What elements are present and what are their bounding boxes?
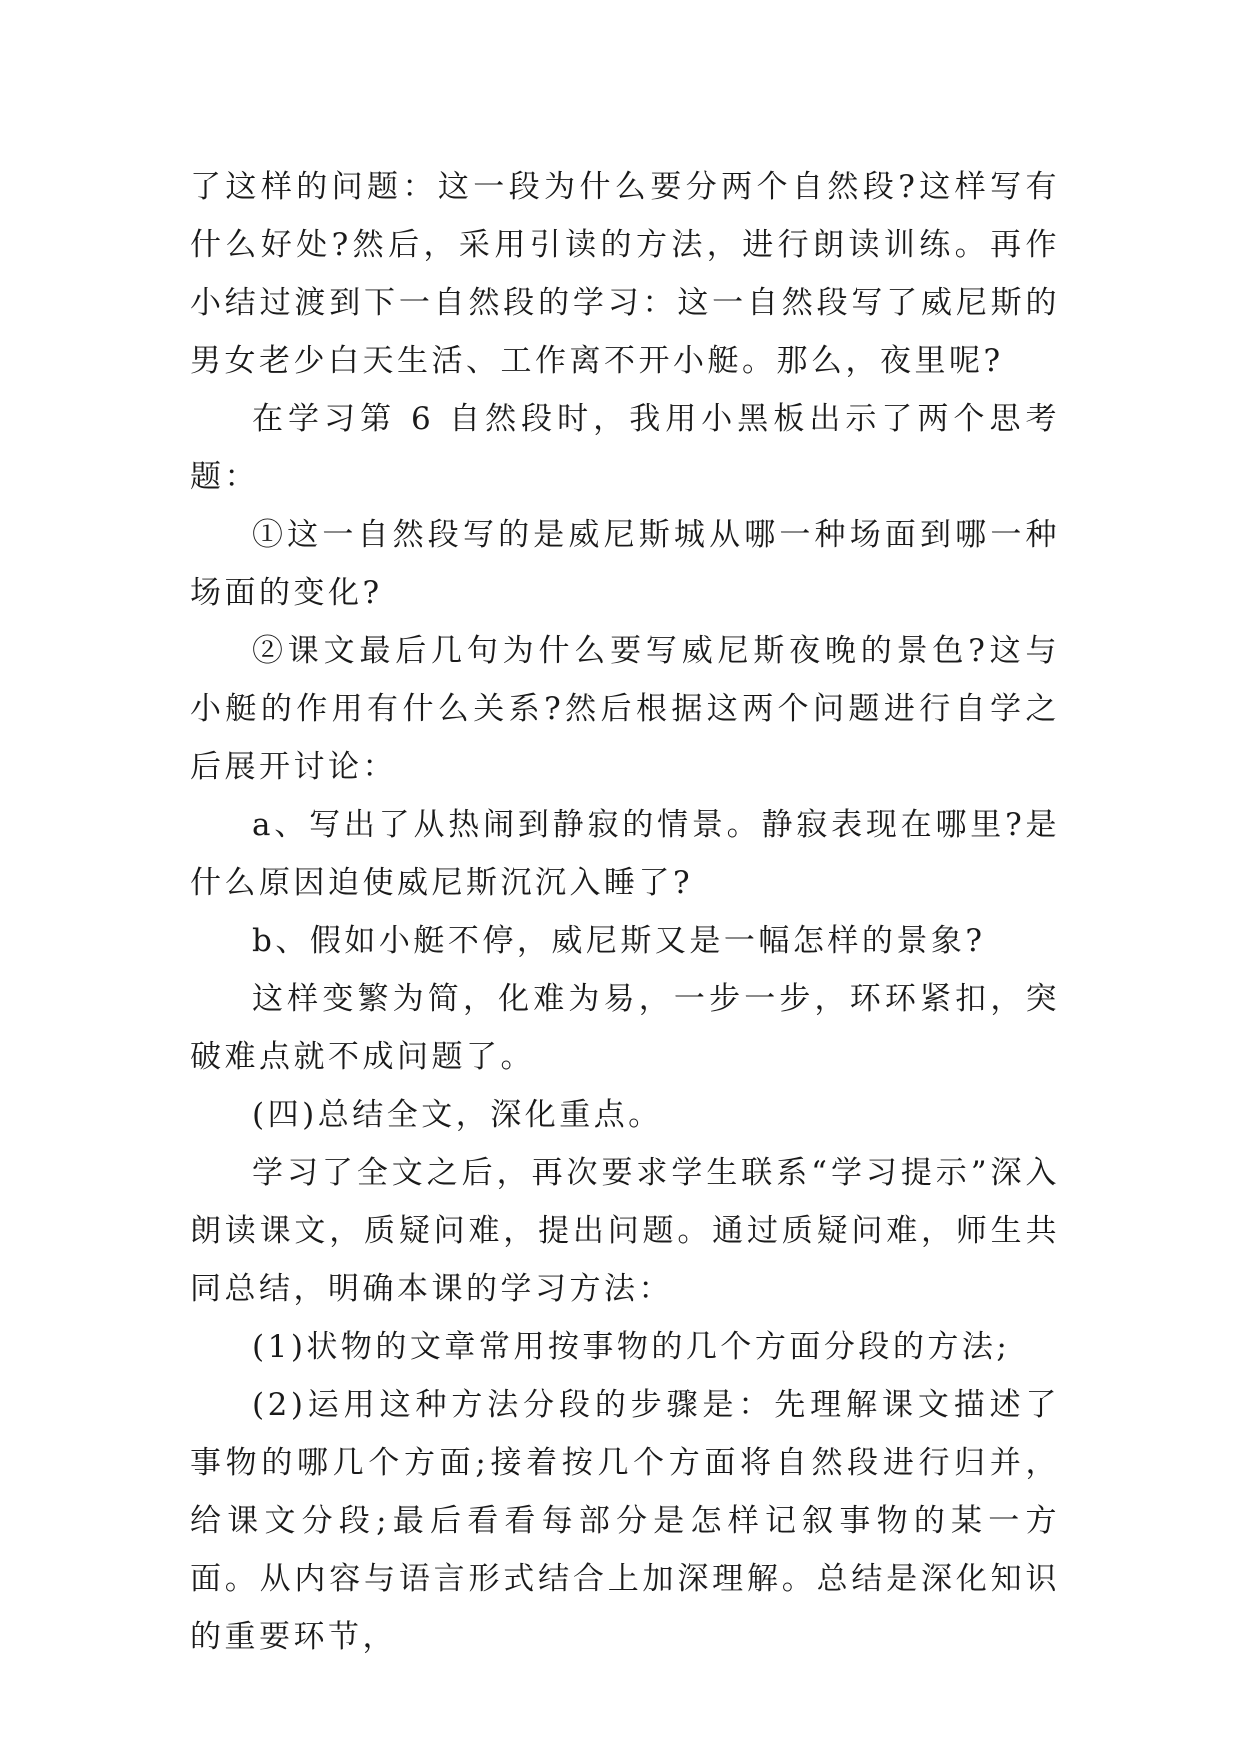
paragraph-10: (1)状物的文章常用按事物的几个方面分段的方法; (252, 1329, 1011, 1365)
paragraph-6: b、假如小艇不停，威尼斯又是一幅怎样的景象? (252, 923, 986, 959)
paragraph-8: (四)总结全文，深化重点。 (252, 1097, 663, 1133)
paragraph-4: ②课文最后几句为什么要写威尼斯夜晚的景色?这与小艇的作用有什么关系?然后根据这两个问题进行自学之后展开讨论： (190, 633, 1060, 785)
paragraph-5: a、写出了从热闹到静寂的情景。静寂表现在哪里?是什么原因迫使威尼斯沉沉入睡了? (190, 807, 1060, 901)
paragraph-7: 这样变繁为简，化难为易，一步一步，环环紧扣，突破难点就不成问题了。 (190, 981, 1060, 1075)
paragraph-11: (2)运用这种方法分段的步骤是：先理解课文描述了事物的哪几个方面;接着按几个方面将自然段进行归并，给课文分段;最后看看每部分是怎样记叙事物的某一方面。从内容与语言形式结合上加深理解。总结是深化知识的重要环节， (190, 1387, 1060, 1655)
paragraph-9: 学习了全文之后，再次要求学生联系“学习提示”深入朗读课文，质疑问难，提出问题。通过质疑问难，师生共同总结，明确本课的学习方法： (190, 1155, 1060, 1307)
paragraph-2: 在学习第 6 自然段时，我用小黑板出示了两个思考题： (190, 401, 1060, 495)
paragraph-3: ①这一自然段写的是威尼斯城从哪一种场面到哪一种场面的变化? (190, 517, 1060, 611)
paragraph-1: 了这样的问题：这一段为什么要分两个自然段?这样写有什么好处?然后，采用引读的方法，进行朗读训练。再作小结过渡到下一自然段的学习：这一自然段写了威尼斯的男女老少白天生活、工作离不开小艇。那么，夜里呢? (190, 169, 1060, 379)
document-body (190, 158, 1060, 1666)
